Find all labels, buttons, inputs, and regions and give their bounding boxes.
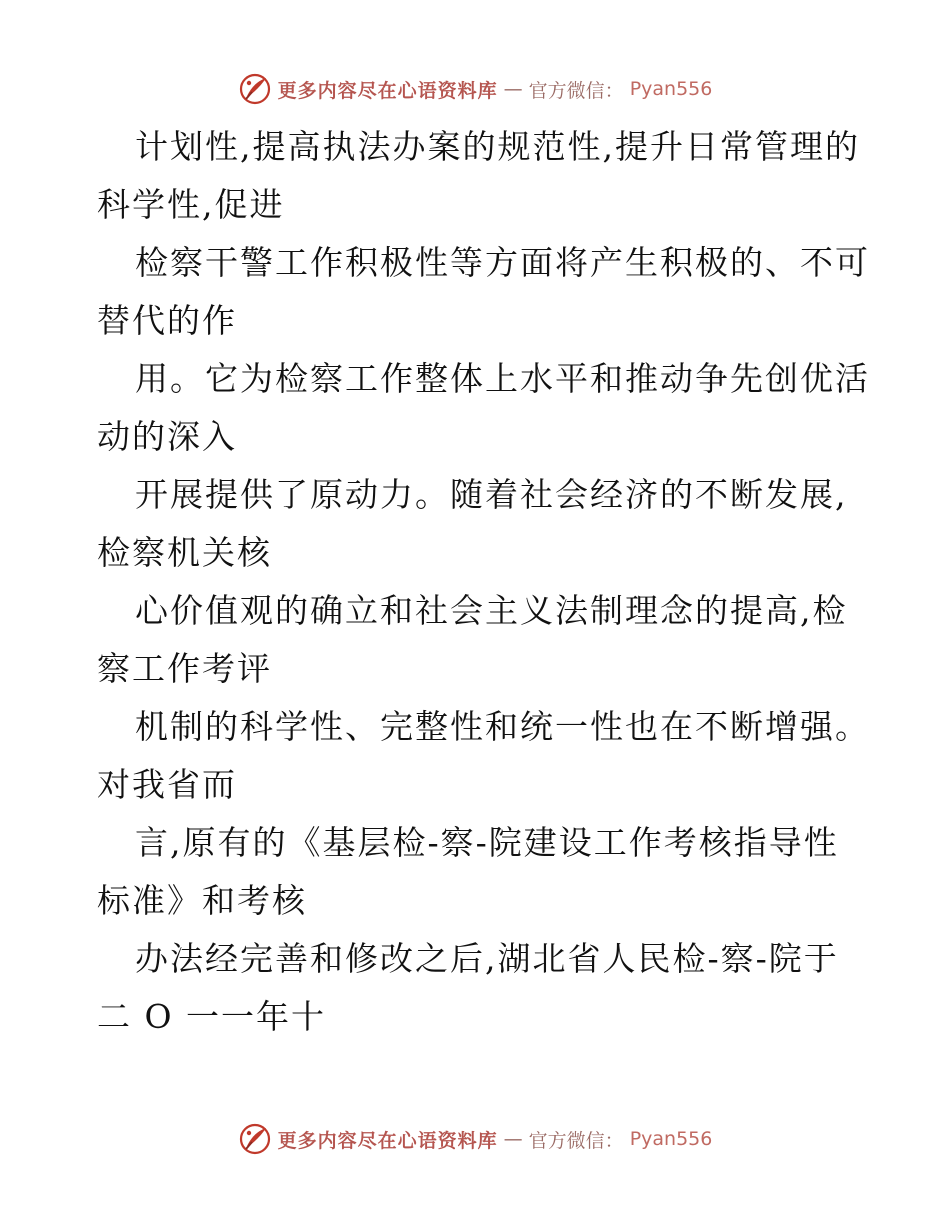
text-line: 开展提供了原动力。随着社会经济的不断发展, <box>135 475 848 514</box>
watermark-title: 更多内容尽在心语资料库 <box>277 1129 498 1152</box>
watermark-separator: — <box>503 78 523 100</box>
text-line: 对我省而 <box>97 765 237 804</box>
text-line: 察工作考评 <box>97 649 272 688</box>
text-line: 替代的作 <box>97 301 237 340</box>
paragraph-7 <box>97 814 857 930</box>
feather-pen-logo-icon <box>238 72 272 106</box>
paragraph-5 <box>97 582 857 698</box>
text-line: 科学性,促进 <box>97 185 285 224</box>
header-watermark <box>0 72 950 106</box>
text-line: 二 O 一一年十 <box>97 997 327 1036</box>
paragraph-1 <box>97 118 860 234</box>
watermark-separator: — <box>503 1128 523 1150</box>
text-line: 办法经完善和修改之后,湖北省人民检-察-院于 <box>135 939 839 978</box>
watermark-contact-label: 官方微信： <box>528 1129 624 1152</box>
feather-pen-logo-icon <box>238 1122 272 1156</box>
paragraph-8 <box>97 930 857 1046</box>
text-line: 机制的科学性、完整性和统一性也在不断增强。 <box>135 707 870 746</box>
text-line: 检察干警工作积极性等方面将产生积极的、不可 <box>135 243 870 282</box>
watermark-wechat-id: Pyan556 <box>629 1128 713 1150</box>
text-line: 心价值观的确立和社会主义法制理念的提高,检 <box>135 591 848 630</box>
paragraph-3 <box>97 350 870 466</box>
paragraph-6 <box>97 698 870 814</box>
text-line: 言,原有的《基层检-察-院建设工作考核指导性 <box>135 823 839 862</box>
document-body <box>97 118 870 1046</box>
footer-watermark <box>0 1122 950 1156</box>
watermark-contact-label: 官方微信： <box>528 79 624 102</box>
paragraph-4 <box>97 466 857 582</box>
watermark-title: 更多内容尽在心语资料库 <box>277 79 498 102</box>
text-line: 计划性,提高执法办案的规范性,提升日常管理的 <box>135 127 860 166</box>
text-line: 动的深入 <box>97 417 237 456</box>
paragraph-2 <box>97 234 870 350</box>
text-line: 用。它为检察工作整体上水平和推动争先创优活 <box>135 359 870 398</box>
watermark-wechat-id: Pyan556 <box>629 78 713 100</box>
text-line: 标准》和考核 <box>97 881 307 920</box>
text-line: 检察机关核 <box>97 533 272 572</box>
